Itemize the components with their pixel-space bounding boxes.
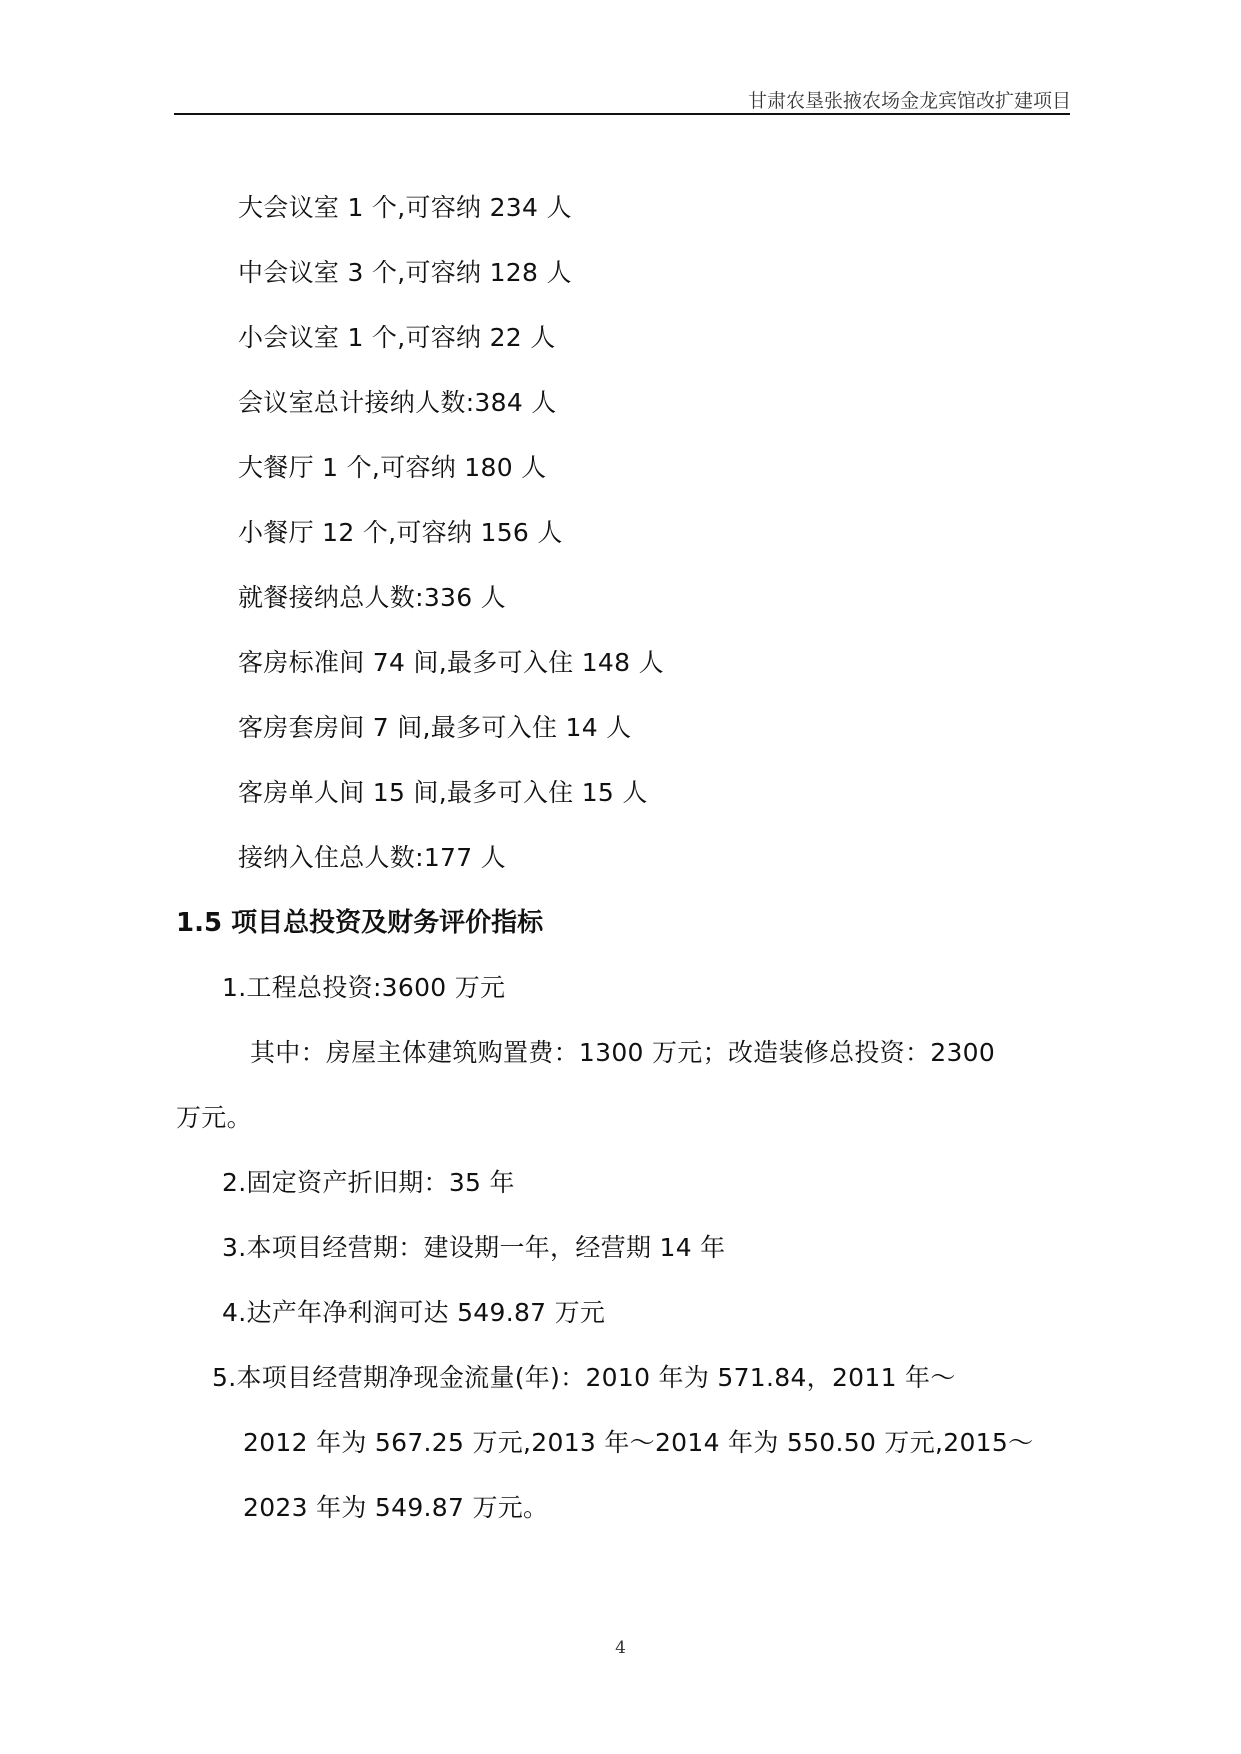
item-investment-detail-line2: 万元。	[176, 1103, 252, 1132]
item-cash-flow-line3: 2023 年为 549.87 万元。	[243, 1493, 549, 1522]
running-header-title: 甘肃农垦张掖农场金龙宾馆改扩建项目	[747, 90, 1071, 112]
item-total-investment: 1.工程总投资:3600 万元	[222, 973, 506, 1002]
item-cash-flow-line2: 2012 年为 567.25 万元,2013 年～2014 年为 550.50 万元,2015～	[243, 1428, 1034, 1457]
capacity-line-single-rooms: 客房单人间 15 间,最多可入住 15 人	[238, 778, 648, 807]
item-net-profit: 4.达产年净利润可达 549.87 万元	[222, 1298, 606, 1327]
capacity-line-large-dining-hall: 大餐厅 1 个,可容纳 180 人	[238, 453, 547, 482]
capacity-line-large-meeting-room: 大会议室 1 个,可容纳 234 人	[238, 193, 572, 222]
capacity-line-suites: 客房套房间 7 间,最多可入住 14 人	[238, 713, 632, 742]
capacity-line-medium-meeting-room: 中会议室 3 个,可容纳 128 人	[238, 258, 572, 287]
capacity-line-meeting-total: 会议室总计接纳人数:384 人	[238, 388, 557, 417]
item-operating-period: 3.本项目经营期：建设期一年，经营期 14 年	[222, 1233, 726, 1262]
section-heading: 1.5 项目总投资及财务评价指标	[176, 908, 544, 938]
capacity-line-lodging-total: 接纳入住总人数:177 人	[238, 843, 506, 872]
capacity-line-dining-total: 就餐接纳总人数:336 人	[238, 583, 506, 612]
page-number: 4	[615, 1638, 626, 1658]
capacity-line-small-meeting-room: 小会议室 1 个,可容纳 22 人	[238, 323, 556, 352]
capacity-line-small-dining-hall: 小餐厅 12 个,可容纳 156 人	[238, 518, 563, 547]
header-rule	[174, 113, 1070, 115]
capacity-line-standard-rooms: 客房标准间 74 间,最多可入住 148 人	[238, 648, 664, 677]
item-investment-detail-line1: 其中：房屋主体建筑购置费：1300 万元；改造装修总投资：2300	[250, 1038, 996, 1067]
item-cash-flow-line1: 5.本项目经营期净现金流量(年)：2010 年为 571.84，2011 年～	[212, 1363, 956, 1392]
item-depreciation-period: 2.固定资产折旧期：35 年	[222, 1168, 515, 1197]
